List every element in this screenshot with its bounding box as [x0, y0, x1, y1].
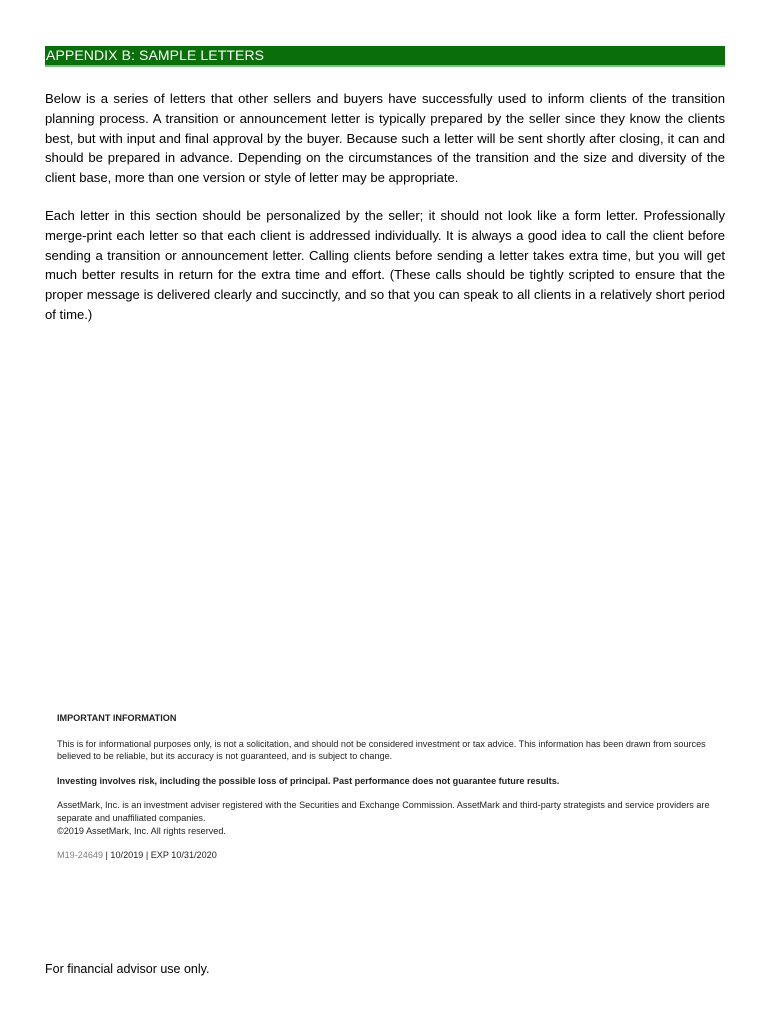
important-information-title: IMPORTANT INFORMATION — [57, 713, 177, 723]
registration-text: AssetMark, Inc. is an investment adviser registered with the Securities and Exchange Commission. AssetMark and third-party strategists and service providers are separate and unaffiliated companies. — [57, 800, 710, 823]
risk-statement: Investing involves risk, including the possible loss of principal. Past performance does not guarantee future results. — [57, 775, 560, 786]
advisor-use-note: For financial advisor use only. — [45, 962, 210, 976]
important-information-section — [57, 712, 722, 862]
document-code: M19-24649 — [57, 850, 104, 861]
appendix-title: APPENDIX B: SAMPLE LETTERS — [46, 47, 265, 63]
intro-paragraph: Below is a series of letters that other sellers and buyers have successfully used to inform clients of the transition planning process. A transition or announcement letter is typically prepared by the seller since they know the clients best, but with input and final approval by the buyer. Because such a letter will be sent shortly after closing, it can and should be prepared in advance. Depending on the circumstances of the transition and the size and diversity of the client base, more than one version or style of letter may be appropriate. — [45, 91, 725, 186]
disclaimer-text: This is for informational purposes only, is not a solicitation, and should not be considered investment or tax advice. This information has been drawn from sources believed to be reliable, but its accuracy is not guaranteed, and is subject to change. — [57, 738, 706, 762]
appendix-header-bar — [45, 46, 725, 67]
document-code-line — [57, 849, 722, 862]
personalization-paragraph: Each letter in this section should be personalized by the seller; it should not look like a form letter. Professionally merge-print each letter so that each client is addressed individually. It is always a good idea to call the client before sending a transition or announcement letter. Calling clients before sending a letter takes extra time, but you will get much better results in return for the extra time and effort. (These calls should be tightly scripted to ensure that the proper message is delivered clearly and succinctly, and so that you can speak to all clients in a relatively short period of time.) — [45, 208, 725, 322]
document-dates: | 10/2019 | EXP 10/31/2020 — [103, 850, 217, 861]
copyright-text: ©2019 AssetMark, Inc. All rights reserved. — [57, 825, 226, 836]
